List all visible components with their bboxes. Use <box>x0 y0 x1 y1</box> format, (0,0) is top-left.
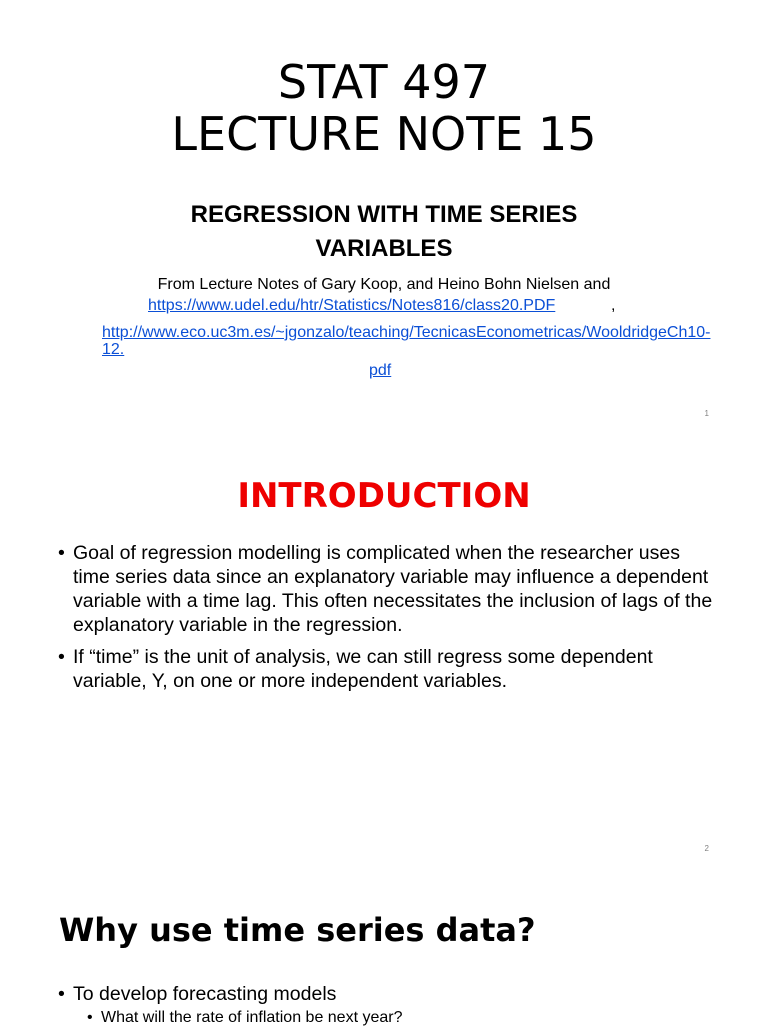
slide-3 <box>0 868 768 1024</box>
subtitle-line-1: REGRESSION WITH TIME SERIES <box>190 201 578 228</box>
slide-number: 2 <box>704 844 709 853</box>
slide-2 <box>0 434 768 866</box>
why-title: Why use time series data? <box>59 911 536 949</box>
pdf-link[interactable]: pdf <box>369 362 392 379</box>
bullet-text: To develop forecasting models <box>73 983 337 1005</box>
lecture-title <box>0 56 768 160</box>
bullet-item <box>58 982 718 1028</box>
uc3m-link[interactable]: http://www.eco.uc3m.es/~jgonzalo/teaching/TecnicasEconometricas/WooldridgeCh10-12. <box>102 324 711 358</box>
subtitle-line-2: VARIABLES <box>315 235 453 262</box>
bullet-item: • If “time” is the unit of analysis, we can still regress some dependent variable, Y, on one or more independent variables. <box>58 645 718 693</box>
sub-bullet-item: • What will the rate of inflation be next year? <box>87 1008 718 1028</box>
title-lecture: LECTURE NOTE 15 <box>171 107 597 161</box>
sub-bullets <box>73 1008 718 1028</box>
introduction-title: INTRODUCTION <box>237 476 531 516</box>
slide-1 <box>0 0 768 432</box>
title-course: STAT 497 <box>277 55 491 109</box>
introduction-bullets <box>58 541 718 701</box>
credit-text: From Lecture Notes of Gary Koop, and Heino Bohn Nielsen and <box>157 276 611 293</box>
slide-number: 1 <box>704 409 709 418</box>
lecture-subtitle <box>0 198 768 266</box>
link-comma: , <box>611 297 616 314</box>
bullet-item: • Goal of regression modelling is complicated when the researcher uses time series data since an explanatory variable may influence a dependent variable with a time lag. This often necessitates the inclusion of lags of the explanatory variable in the regression. <box>58 541 718 637</box>
why-bullets <box>58 982 718 1028</box>
udel-link[interactable]: https://www.udel.edu/htr/Statistics/Notes816/class20.PDF <box>148 297 556 314</box>
